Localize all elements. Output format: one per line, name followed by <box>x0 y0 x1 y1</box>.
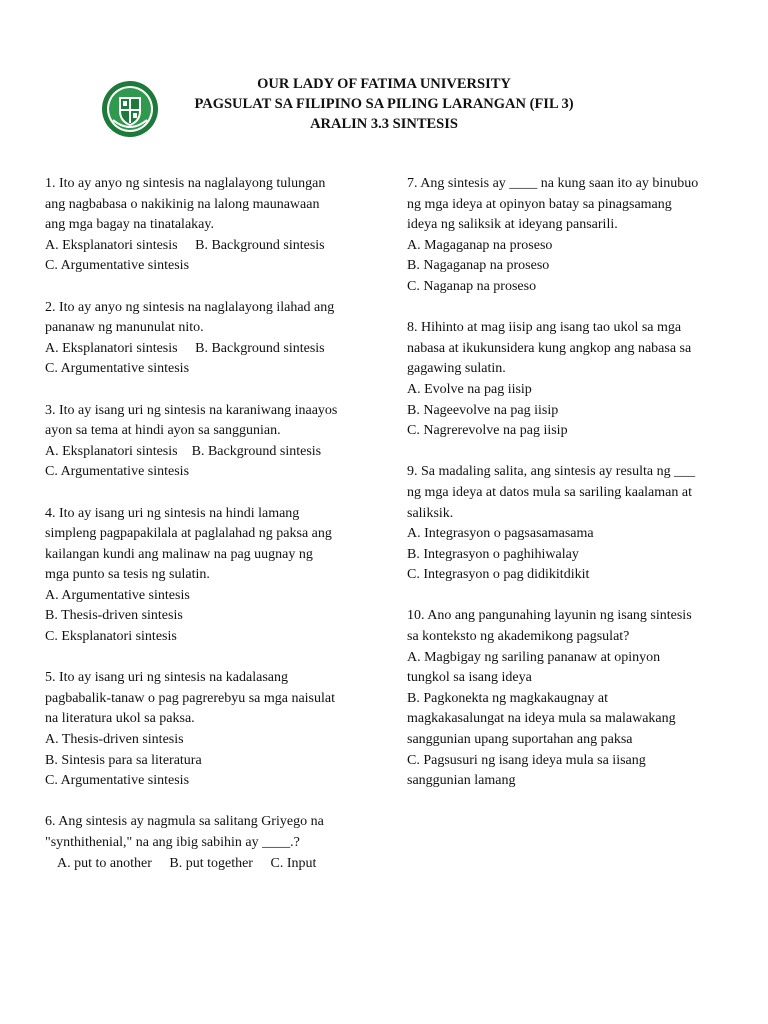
option-c: C. Integrasyon o pag didikitdikit <box>407 567 590 583</box>
question-line: 5. Ito ay isang uri ng sintesis na kadalasang <box>45 670 289 686</box>
question-5 <box>45 668 375 792</box>
question-line: ng mga ideya at datos mula sa sariling kaalaman at <box>407 484 692 500</box>
option-b: B. Background sintesis <box>195 237 325 253</box>
question-line: 6. Ang sintesis ay nagmula sa salitang Griyego na <box>45 814 324 830</box>
left-column <box>45 174 375 895</box>
option-b: B. Integrasyon o paghihiwalay <box>407 546 579 562</box>
question-9 <box>407 462 727 586</box>
question-3 <box>45 401 375 483</box>
option-row <box>45 442 375 463</box>
option-b-cont: sanggunian upang suportahan ang paksa <box>407 732 633 748</box>
question-line: pananaw ng manunulat nito. <box>45 320 204 336</box>
option-a: A. put to another <box>57 855 152 871</box>
question-line: "synthithenial," na ang ibig sabihin ay ____.? <box>45 835 300 850</box>
option-a: A. Argumentative sintesis <box>45 587 190 603</box>
option-b: B. Pagkonekta ng magkakaugnay at <box>407 690 609 706</box>
question-line: 7. Ang sintesis ay ____ na kung saan ito ay binubuo <box>407 176 699 191</box>
question-line: mga punto sa tesis ng sulatin. <box>45 567 210 583</box>
question-line: nabasa at ikukunsidera kung angkop ang nabasa sa <box>407 340 692 356</box>
question-line: 4. Ito ay isang uri ng sintesis na hindi lamang <box>45 505 300 521</box>
question-8 <box>407 318 727 442</box>
question-line: saliksik. <box>407 505 454 521</box>
option-c: C. Eksplanatori sintesis <box>45 629 177 645</box>
page-header <box>0 74 768 134</box>
option-c-cont: sanggunian lamang <box>407 773 516 789</box>
option-b: B. Thesis-driven sintesis <box>45 608 183 624</box>
course-title: PAGSULAT SA FILIPINO SA PILING LARANGAN (FIL 3) <box>194 96 574 112</box>
question-line: 8. Hihinto at mag iisip ang isang tao ukol sa mga <box>407 320 682 336</box>
question-line: 2. Ito ay anyo ng sintesis na naglalayong ilahad ang <box>45 299 335 315</box>
option-a: A. Eksplanatori sintesis <box>45 237 178 253</box>
right-column <box>407 174 727 812</box>
question-7 <box>407 174 727 298</box>
option-row <box>45 854 375 875</box>
question-6 <box>45 812 375 874</box>
university-name: OUR LADY OF FATIMA UNIVERSITY <box>257 76 511 92</box>
option-a: A. Evolve na pag iisip <box>407 381 532 397</box>
option-c: C. Nagrerevolve na pag iisip <box>407 423 568 439</box>
question-line: kailangan kundi ang malinaw na pag uugnay ng <box>45 546 313 562</box>
question-line: na literatura ukol sa paksa. <box>45 711 195 727</box>
question-line: 3. Ito ay isang uri ng sintesis na karaniwang inaayos <box>45 402 338 418</box>
option-a: A. Eksplanatori sintesis <box>45 340 178 356</box>
option-row <box>45 339 375 360</box>
question-line: simpleng pagpapakilala at paglalahad ng paksa ang <box>45 526 332 542</box>
option-a: A. Eksplanatori sintesis <box>45 443 178 459</box>
option-c: C. Argumentative sintesis <box>45 361 190 377</box>
lesson-title: ARALIN 3.3 SINTESIS <box>310 116 458 132</box>
question-line: gagawing sulatin. <box>407 361 506 377</box>
option-a: A. Integrasyon o pagsasamasama <box>407 526 594 542</box>
option-b: B. Background sintesis <box>191 443 322 459</box>
question-line: 1. Ito ay anyo ng sintesis na naglalayong tulungan <box>45 176 326 191</box>
option-b: B. Sintesis para sa literatura <box>45 752 202 768</box>
question-4 <box>45 504 375 648</box>
question-line: sa konteksto ng akademikong pagsulat? <box>407 629 630 645</box>
question-line: ayon sa tema at hindi ayon sa sanggunian. <box>45 423 281 439</box>
question-line: 10. Ano ang pangunahing layunin ng isang sintesis <box>407 608 692 624</box>
question-line: pagbabalik-tanaw o pag pagrerebyu sa mga naisulat <box>45 690 336 706</box>
question-line: ideya ng saliksik at ideyang pansarili. <box>407 217 618 233</box>
option-b: B. Nagaganap na proseso <box>407 258 550 274</box>
question-line: ng mga ideya at opinyon batay sa pinagsamang <box>407 196 672 212</box>
option-row <box>45 236 375 257</box>
question-1 <box>45 174 375 277</box>
question-10 <box>407 606 727 791</box>
option-b-cont: magkakasalungat na ideya mula sa malawakang <box>407 711 676 727</box>
option-a: A. Thesis-driven sintesis <box>45 732 184 748</box>
option-b: B. Background sintesis <box>195 340 325 356</box>
question-line: ang nagbabasa o nakikinig na lalong maunawaan <box>45 196 320 212</box>
option-a: A. Magaganap na proseso <box>407 237 553 253</box>
option-a: A. Magbigay ng sariling pananaw at opinyon <box>407 649 661 665</box>
option-a-cont: tungkol sa isang ideya <box>407 670 532 686</box>
option-b: B. Nageevolve na pag iisip <box>407 402 559 418</box>
option-c: C. Pagsusuri ng isang ideya mula sa iisang <box>407 752 646 768</box>
question-line: ang mga bagay na tinatalakay. <box>45 217 214 233</box>
option-c: C. Naganap na proseso <box>407 278 537 294</box>
question-line: 9. Sa madaling salita, ang sintesis ay resulta ng ___ <box>407 464 696 480</box>
question-2 <box>45 298 375 380</box>
option-b: B. put together <box>169 855 253 871</box>
option-c: C. Argumentative sintesis <box>45 464 190 480</box>
option-c: C. Argumentative sintesis <box>45 773 190 789</box>
option-c: C. Input <box>270 855 317 871</box>
option-c: C. Argumentative sintesis <box>45 258 190 274</box>
